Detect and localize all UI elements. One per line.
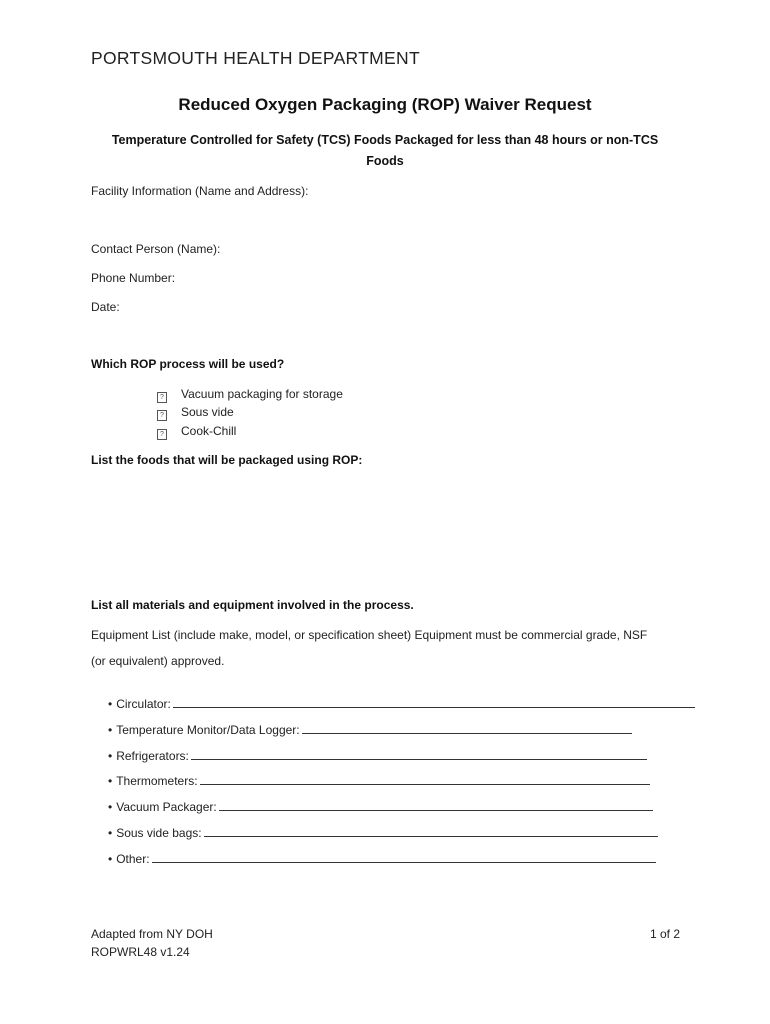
equipment-item-sous-vide-bags — [108, 825, 658, 840]
checkbox-icon[interactable]: ? — [157, 429, 167, 440]
option-cook-chill[interactable] — [157, 424, 236, 440]
fill-in-line[interactable] — [200, 773, 650, 785]
bullet: • — [108, 723, 113, 737]
equipment-item-other — [108, 851, 656, 866]
phone-number-label: Phone Number: — [91, 271, 176, 285]
contact-person-label: Contact Person (Name): — [91, 242, 221, 256]
department-name: PORTSMOUTH HEALTH DEPARTMENT — [91, 48, 420, 68]
equipment-item-refrigerators — [108, 748, 647, 763]
equipment-label: Temperature Monitor/Data Logger: — [116, 723, 300, 737]
foods-heading: List the foods that will be packaged using ROP: — [91, 453, 363, 467]
rop-process-question: Which ROP process will be used? — [91, 357, 285, 371]
fill-in-line[interactable] — [302, 722, 632, 734]
equipment-description-line-2: (or equivalent) approved. — [91, 654, 225, 668]
facility-info-label: Facility Information (Name and Address): — [91, 184, 309, 198]
bullet: • — [108, 800, 113, 814]
bullet: • — [108, 774, 113, 788]
date-label: Date: — [91, 300, 120, 314]
footer-source: Adapted from NY DOH — [91, 927, 213, 941]
equipment-label: Thermometers: — [116, 774, 198, 788]
fill-in-line[interactable] — [152, 851, 656, 863]
option-sous-vide[interactable] — [157, 405, 234, 421]
bullet: • — [108, 852, 113, 866]
page-number: 1 of 2 — [649, 927, 680, 941]
option-label: Sous vide — [181, 405, 234, 419]
equipment-label: Circulator: — [116, 697, 171, 711]
fill-in-line[interactable] — [191, 748, 647, 760]
equipment-label: Other: — [116, 852, 150, 866]
equipment-item-vacuum-packager — [108, 799, 653, 814]
fill-in-line[interactable] — [204, 825, 658, 837]
equipment-label: Refrigerators: — [116, 749, 189, 763]
equipment-description-line-1: Equipment List (include make, model, or specification sheet) Equipment must be commercial grade, NSF — [91, 628, 648, 642]
bullet: • — [108, 749, 113, 763]
materials-heading: List all materials and equipment involved in the process. — [91, 598, 414, 612]
page-title: Reduced Oxygen Packaging (ROP) Waiver Request — [178, 95, 592, 114]
checkbox-icon[interactable]: ? — [157, 410, 167, 421]
equipment-item-circulator — [108, 696, 695, 711]
bullet: • — [108, 697, 113, 711]
equipment-item-thermometers — [108, 773, 650, 788]
option-label: Cook-Chill — [181, 424, 237, 438]
equipment-label: Vacuum Packager: — [116, 800, 217, 814]
bullet: • — [108, 826, 113, 840]
page-subtitle: Temperature Controlled for Safety (TCS) Foods Packaged for less than 48 hours or non-TCS Foods — [111, 133, 659, 168]
equipment-item-temperature-monitor — [108, 722, 632, 737]
option-label: Vacuum packaging for storage — [181, 387, 343, 401]
footer-version: ROPWRL48 v1.24 — [91, 945, 190, 959]
equipment-label: Sous vide bags: — [116, 826, 202, 840]
fill-in-line[interactable] — [219, 799, 653, 811]
fill-in-line[interactable] — [173, 696, 695, 708]
checkbox-icon[interactable]: ? — [157, 392, 167, 403]
option-vacuum-packaging[interactable] — [157, 387, 343, 403]
